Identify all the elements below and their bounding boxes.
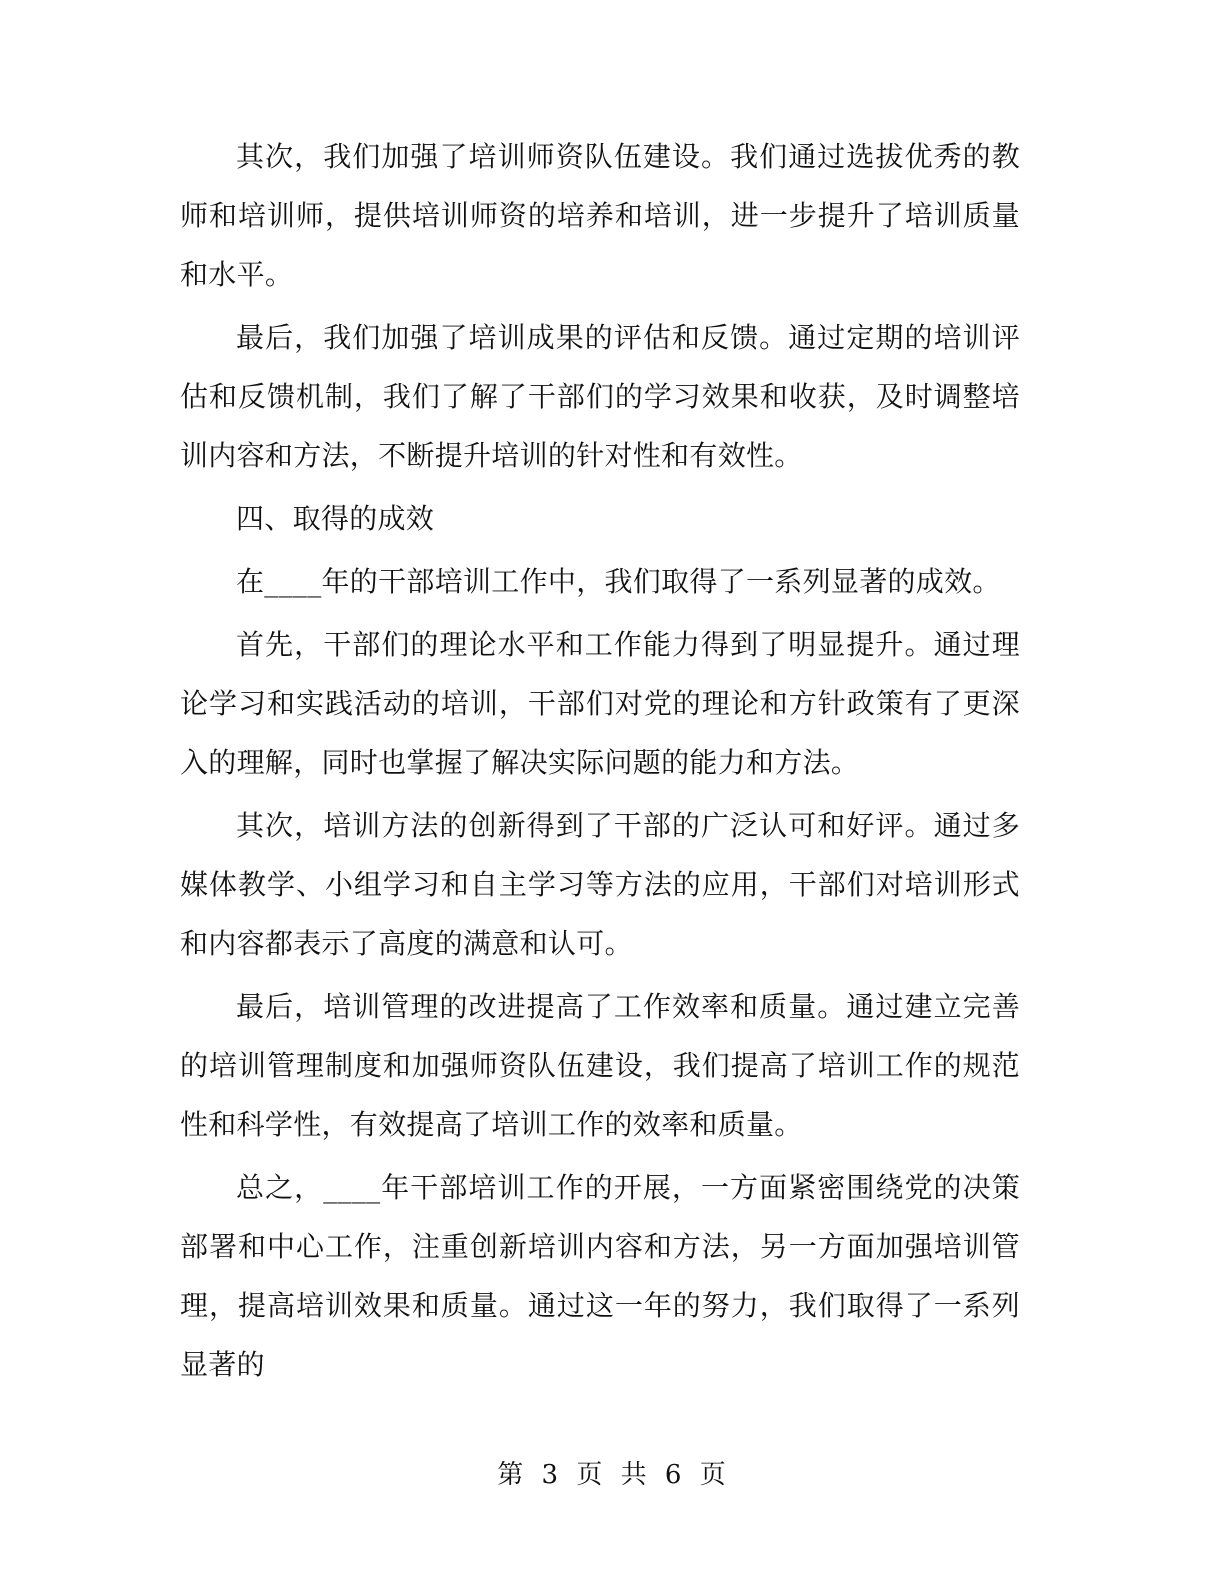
paragraph-achievements-intro: 在____年的干部培训工作中，我们取得了一系列显著的成效。 [236, 565, 1001, 598]
paragraph-summary: 总之，____年干部培训工作的开展，一方面紧密围绕党的决策部署和中心工作，注重创新培训内容和方法，另一方面加强培训管理，提高培训效果和质量。通过这一年的努力，我们取得了一系列显著的 [180, 1171, 1020, 1381]
document-body [180, 127, 1020, 1394]
paragraph-trainer-team: 其次，我们加强了培训师资队伍建设。我们通过选拔优秀的教师和培训师，提供培训师资的培养和培训，进一步提升了培训质量和水平。 [180, 140, 1020, 291]
section-heading-achievements: 四、取得的成效 [236, 502, 435, 535]
page-number-footer: 第 3 页 共 6 页 [497, 1460, 727, 1490]
paragraph-management-improvement: 最后，培训管理的改进提高了工作效率和质量。通过建立完善的培训管理制度和加强师资队伍建设，我们提高了培训工作的规范性和科学性，有效提高了培训工作的效率和质量。 [180, 990, 1020, 1141]
paragraph-method-innovation: 其次，培训方法的创新得到了干部的广泛认可和好评。通过多媒体教学、小组学习和自主学习等方法的应用，干部们对培训形式和内容都表示了高度的满意和认可。 [180, 809, 1020, 960]
paragraph-evaluation-feedback: 最后，我们加强了培训成果的评估和反馈。通过定期的培训评估和反馈机制，我们了解了干部们的学习效果和收获，及时调整培训内容和方法，不断提升培训的针对性和有效性。 [180, 321, 1020, 472]
paragraph-theory-ability: 首先，干部们的理论水平和工作能力得到了明显提升。通过理论学习和实践活动的培训，干部们对党的理论和方针政策有了更深入的理解，同时也掌握了解决实际问题的能力和方法。 [180, 628, 1020, 779]
